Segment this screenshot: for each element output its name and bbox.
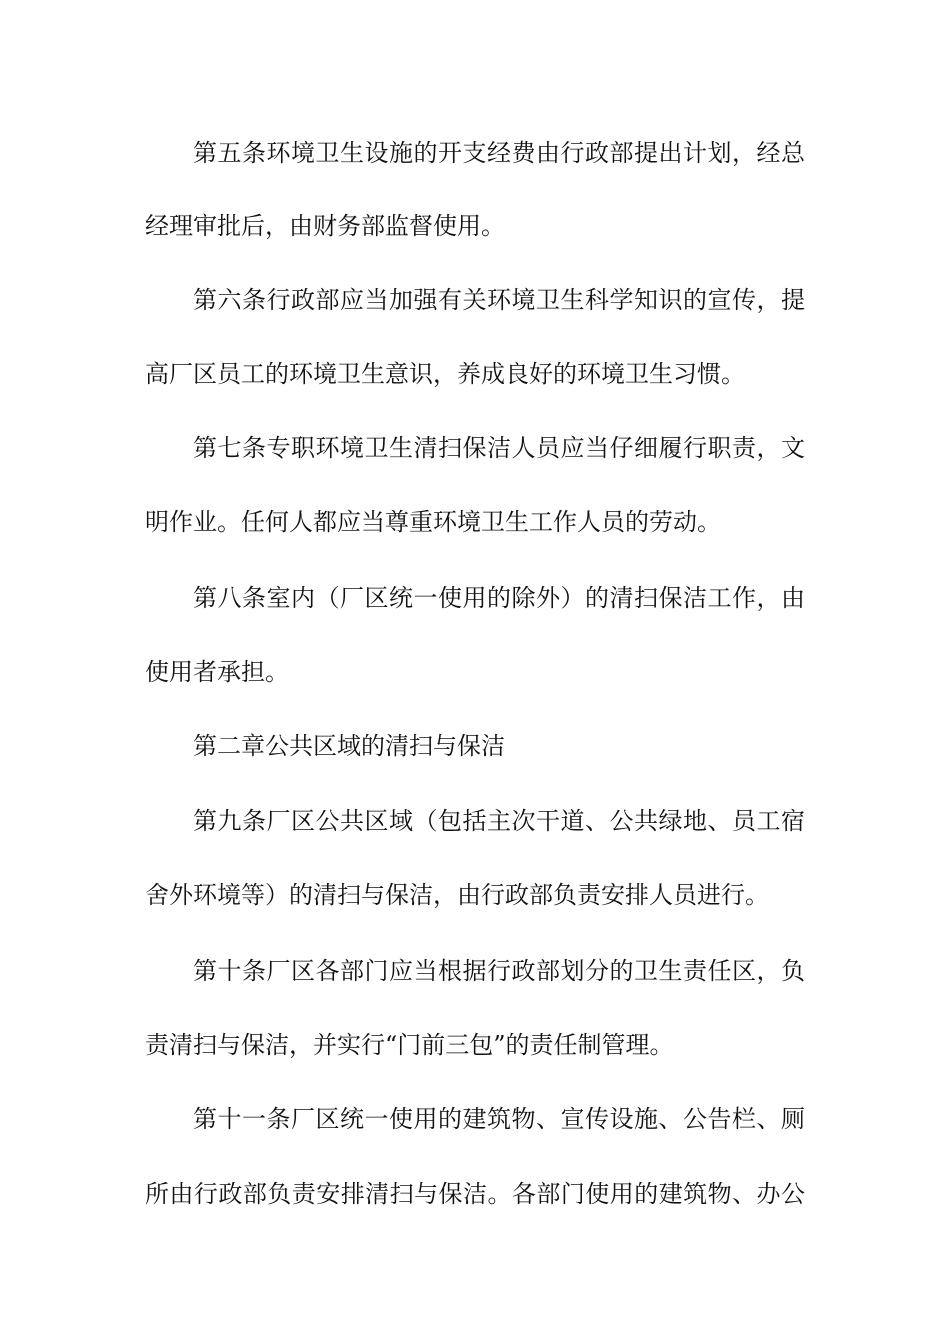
article-11-line-1: 第十一条厂区统一使用的建筑物、宣传设施、公告栏、厕 [193, 1105, 805, 1133]
article-7-line-1: 第七条专职环境卫生清扫保洁人员应当仔细履行职责，文 [193, 434, 805, 462]
article-9-line-2: 舍外环境等）的清扫与保洁，由行政部负责安排人员进行。 [145, 881, 769, 909]
article-11-line-2: 所由行政部负责安排清扫与保洁。各部门使用的建筑物、办公 [145, 1180, 805, 1208]
article-8-line-1: 第八条室内（厂区统一使用的除外）的清扫保洁工作，由 [193, 584, 805, 612]
article-10-line-2: 责清扫与保洁，并实行“门前三包”的责任制管理。 [145, 1031, 674, 1059]
article-6-line-2: 高厂区员工的环境卫生意识，养成良好的环境卫生习惯。 [145, 360, 745, 388]
article-9-line-1: 第九条厂区公共区域（包括主次干道、公共绿地、员工宿 [193, 807, 805, 835]
article-5-line-1: 第五条环境卫生设施的开支经费由行政部提出计划，经总 [193, 139, 805, 167]
article-5-line-2: 经理审批后，由财务部监督使用。 [145, 212, 505, 240]
article-7-line-2: 明作业。任何人都应当尊重环境卫生工作人员的劳动。 [145, 508, 721, 536]
article-6-line-1: 第六条行政部应当加强有关环境卫生科学知识的宣传，提 [193, 286, 805, 314]
article-8-line-2: 使用者承担。 [145, 658, 289, 686]
article-10-line-1: 第十条厂区各部门应当根据行政部划分的卫生责任区，负 [193, 957, 805, 985]
chapter-2-heading: 第二章公共区域的清扫与保洁 [193, 732, 505, 760]
